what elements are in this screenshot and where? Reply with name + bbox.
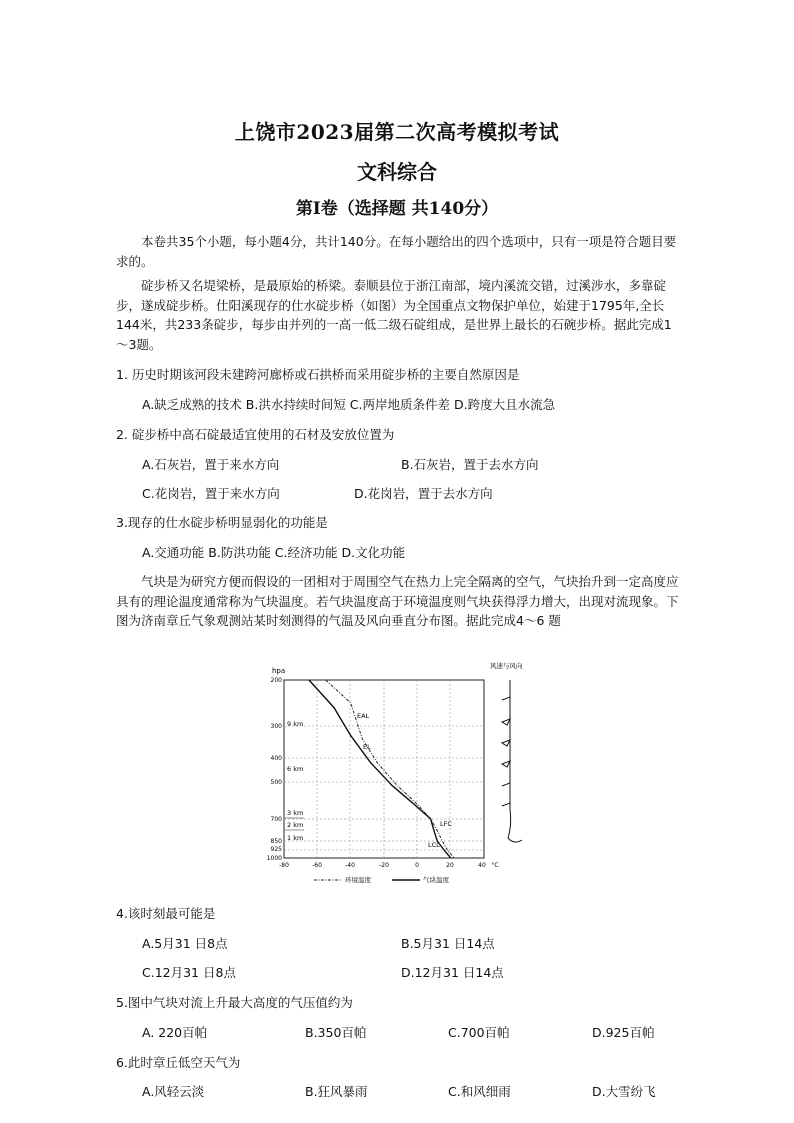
- legend: [314, 875, 450, 884]
- pressure-axis-labels: [267, 677, 282, 862]
- p-label: 850: [270, 838, 282, 845]
- question-5-option-a: A. 220百帕: [142, 1025, 208, 1040]
- height-labels: [285, 720, 304, 842]
- question-2-option-d: D.花岗岩，置于去水方向: [354, 486, 493, 501]
- question-4-option-c: C.12月31 日8点: [142, 965, 236, 980]
- question-6-option-c: C.和风细雨: [448, 1084, 511, 1099]
- question-5-option-c: C.700百帕: [448, 1025, 510, 1040]
- p-label: 200: [270, 677, 282, 684]
- intro-paragraph: 本卷共35个小题，每小题4分，共计140分。在每小题给出的四个选项中，只有一项是符合题目要求的。: [116, 234, 677, 269]
- question-4-option-b: B.5月31 日14点: [401, 936, 495, 951]
- km-label: 9 km: [287, 720, 304, 728]
- t-label: -80: [279, 862, 289, 869]
- lfc-label: LFC: [440, 820, 452, 828]
- km-label: 6 km: [287, 765, 304, 773]
- question-4-option-d: D.12月31 日14点: [401, 965, 504, 980]
- question-5-stem: 5.图中气块对流上升最大高度的气压值约为: [116, 995, 353, 1010]
- question-5-option-b: B.350百帕: [305, 1025, 367, 1040]
- legend-env-label: 环境温度: [345, 876, 371, 884]
- p-label: 400: [270, 755, 282, 762]
- curve-markers: [357, 712, 452, 849]
- t-unit-label: °C: [491, 862, 499, 869]
- km-label: 2 km: [287, 821, 304, 829]
- question-4-option-a: A.5月31 日8点: [142, 936, 228, 951]
- question-1-options: A.缺乏成熟的技术 B.洪水持续时间短 C.两岸地质条件差 D.跨度大且水流急: [142, 397, 556, 412]
- km-label: 1 km: [287, 834, 304, 842]
- temperature-wind-profile-chart: [262, 660, 530, 888]
- question-2-option-a: A.石灰岩，置于来水方向: [142, 457, 280, 472]
- question-4-stem: 4.该时刻最可能是: [116, 906, 216, 921]
- legend-parcel-label: 气块温度: [423, 876, 449, 884]
- pressure-unit-label: hpa: [272, 667, 286, 675]
- question-3-options: A.交通功能 B.防洪功能 C.经济功能 D.文化功能: [142, 545, 406, 560]
- question-3-stem: 3.现存的仕水碇步桥明显弱化的功能是: [116, 515, 328, 530]
- temperature-axis-labels: [279, 862, 499, 869]
- p-label: 925: [270, 846, 282, 853]
- t-label: 20: [446, 862, 454, 869]
- eal-label: EAL: [357, 712, 370, 720]
- p-label: 300: [270, 723, 282, 730]
- passage-2: 气块是为研究方便而假设的一团相对于周围空气在热力上完全隔离的空气，气块抬升到一定高度应具有的理论温度通常称为气块温度。若气块温度高于环境温度则气块获得浮力增大，出现对流现象。下图为济南章丘气象观测站某时刻测得的气温及风向垂直分布图。据此完成4～6 题: [116, 574, 679, 628]
- question-6-option-d: D.大雪纷飞: [592, 1084, 656, 1099]
- section-title: 第I卷（选择题 共140分）: [295, 199, 499, 219]
- question-1-stem: 1. 历史时期该河段未建跨河廊桥或石拱桥而采用碇步桥的主要自然原因是: [116, 367, 520, 382]
- el-label: EL: [363, 743, 371, 751]
- exam-title: 上饶市2023届第二次高考模拟考试: [234, 120, 560, 144]
- exam-subject: 文科综合: [357, 160, 437, 184]
- p-label: 700: [270, 816, 282, 823]
- p-label: 1000: [266, 855, 282, 862]
- question-2-option-b: B.石灰岩，置于去水方向: [401, 457, 539, 472]
- wind-title-label: 风速与风向: [490, 662, 523, 670]
- wind-profile: [502, 680, 522, 842]
- question-2-option-c: C.花岗岩，置于来水方向: [142, 486, 280, 501]
- parcel-temperature-curve: [309, 680, 451, 858]
- p-label: 500: [270, 779, 282, 786]
- t-label: 40: [478, 862, 486, 869]
- km-label: 3 km: [287, 809, 304, 817]
- passage-1: 碇步桥又名堤梁桥，是最原始的桥梁。泰顺县位于浙江南部，境内溪流交错，过溪涉水，多靠碇步，遂成碇步桥。仕阳溪现存的仕水碇步桥（如图）为全国重点文物保护单位，始建于1795年,全长144米，共233条碇步，每步由并列的一高一低二级石碇组成，是世界上最长的石碗步桥。据此完成1～3题。: [116, 278, 672, 352]
- t-label: -40: [345, 862, 355, 869]
- vertical-grid: [317, 680, 450, 858]
- lcl-label: LCL: [428, 841, 440, 849]
- question-2-stem: 2. 碇步桥中高石碇最适宜使用的石材及安放位置为: [116, 427, 395, 442]
- question-6-option-b: B.狂风暴雨: [305, 1084, 368, 1099]
- question-6-stem: 6.此时章丘低空天气为: [116, 1055, 241, 1070]
- t-label: -20: [379, 862, 389, 869]
- question-5-option-d: D.925百帕: [592, 1025, 655, 1040]
- t-label: -60: [312, 862, 322, 869]
- t-label: 0: [415, 862, 419, 869]
- question-6-option-a: A.风轻云淡: [142, 1084, 205, 1099]
